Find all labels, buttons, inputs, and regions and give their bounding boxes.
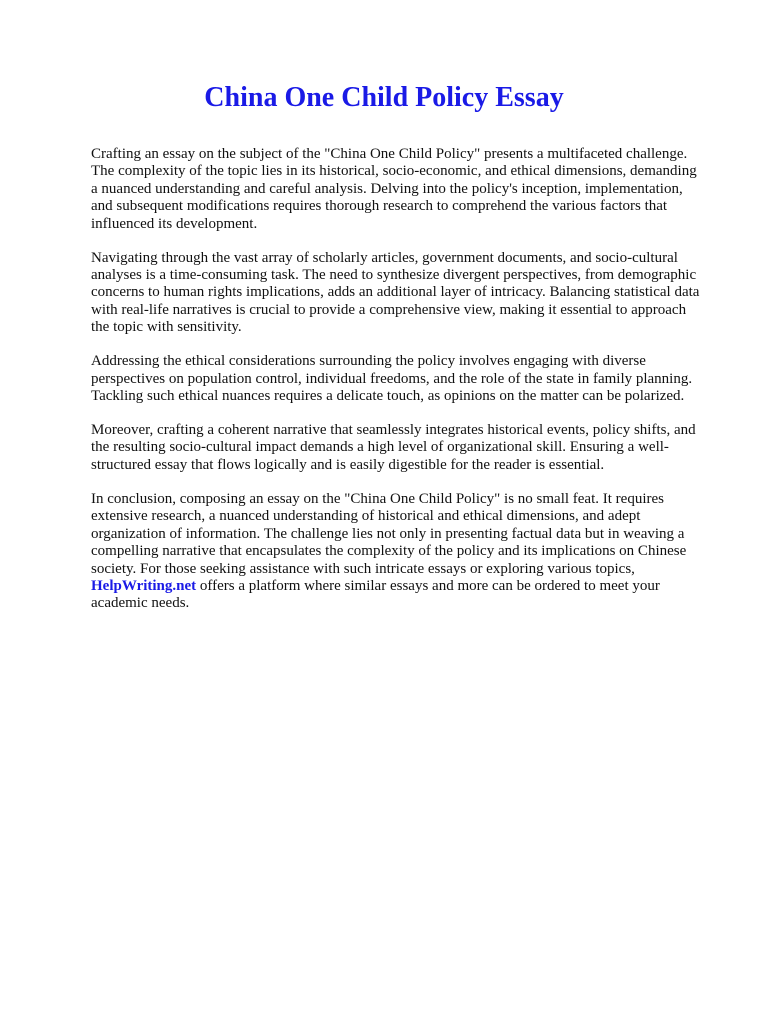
text-line: concerns to human rights implications, adds an additional layer of intricacy. Balancing statistical data [91,284,700,301]
text-line: society. For those seeking assistance with such intricate essays or exploring various topics, [91,560,635,577]
text-line: a nuanced understanding and careful analysis. Delving into the policy's inception, implementation, [91,180,683,197]
text-line: Navigating through the vast array of scholarly articles, government documents, and socio-cultural [91,249,678,266]
text-line: compelling narrative that encapsulates the complexity of the policy and its implications on Chinese [91,543,687,560]
paragraph-5 [91,491,731,613]
text-line: the resulting socio-cultural impact demands a high level of organizational skill. Ensuring a well- [91,439,669,456]
text-line: Addressing the ethical considerations surrounding the policy involves engaging with diverse [91,353,646,370]
text-line: and subsequent modifications requires thorough research to comprehend the various factors that [91,198,668,215]
helpwriting-link[interactable]: HelpWriting.net [91,577,197,594]
text-line: analyses is a time-consuming task. The need to synthesize divergent perspectives, from demographic [91,267,697,284]
paragraph-4 [91,422,731,474]
paragraph-3 [91,353,731,405]
text-line: extensive research, a nuanced understanding of historical and ethical dimensions, and adept [91,508,641,525]
text-line: perspectives on population control, individual freedoms, and the role of the state in family planning. [91,370,693,387]
text-line: influenced its development. [91,215,258,232]
text-line-with-link [91,578,731,595]
text-line: Moreover, crafting a coherent narrative that seamlessly integrates historical events, policy shifts, and [91,422,696,439]
text-line: academic needs. [91,595,190,612]
text-line: The complexity of the topic lies in its historical, socio-economic, and ethical dimensions, demanding [91,163,697,180]
page-title: China One Child Policy Essay [204,82,564,113]
text-line: structured essay that flows logically and is easily digestible for the reader is essential. [91,456,605,473]
essay-body [91,146,731,629]
link-trailing-text: offers a platform where similar essays and more can be ordered to meet your [196,577,660,594]
text-line: organization of information. The challenge lies not only in presenting factual data but in weaving a [91,525,685,542]
text-line: the topic with sensitivity. [91,319,242,336]
text-line: Tackling such ethical nuances requires a delicate touch, as opinions on the matter can be polarized. [91,388,685,405]
text-line: with real-life narratives is crucial to provide a comprehensive view, making it essential to approach [91,301,687,318]
text-line: Crafting an essay on the subject of the "China One Child Policy" presents a multifaceted challenge. [91,146,688,162]
paragraph-1 [91,146,731,233]
paragraph-2 [91,250,731,337]
text-line: In conclusion, composing an essay on the "China One Child Policy" is no small feat. It requires [91,490,664,507]
